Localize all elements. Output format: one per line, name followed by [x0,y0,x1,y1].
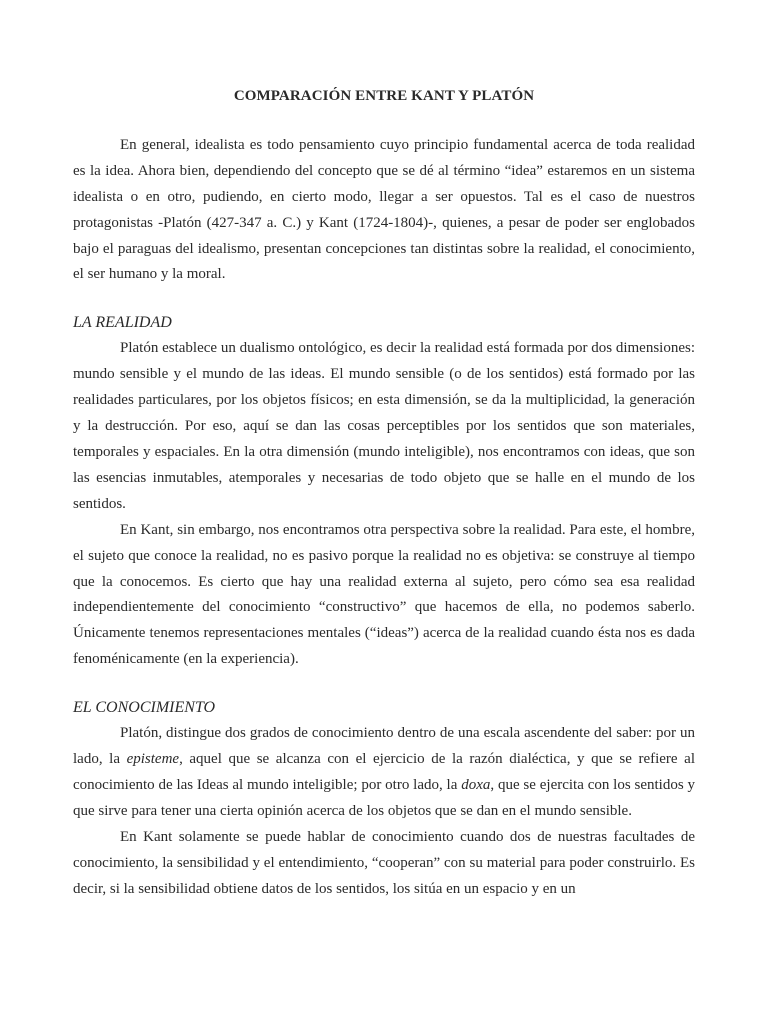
paragraph-kant-realidad: En Kant, sin embargo, nos encontramos otra perspectiva sobre la realidad. Para este, el hombre, el sujeto que conoce la realidad, no es pasivo porque la realidad no es objetiva: se construye al tiempo que la conocemos. Es cierto que hay una realidad externa al sujeto, pero cómo sea esa realidad independientemente del conocimiento “constructivo” que hacemos de ella, no podemos saberlo. Únicamente tenemos representaciones mentales (“ideas”) acerca de la realidad cuando ésta nos es dada fenoménicamente (en la experiencia). [73,521,695,668]
paragraph-platon-conocimiento [73,721,695,825]
paragraph-text: Platón, distingue dos grados de conocimiento dentro de una escala ascendente del saber: por un lado, la [73,725,695,768]
document-title: COMPARACIÓN ENTRE KANT Y PLATÓN [233,88,535,104]
paragraph-text: , que se ejercita con los sentidos y que sirve para tener una cierta opinión acerca de los objetos que se dan en el mundo sensible. [73,776,695,819]
paragraph-kant-conocimiento: En Kant solamente se puede hablar de conocimiento cuando dos de nuestras facultades de conocimiento, la sensibilidad y el entendimiento, “cooperan” con su material para poder construirlo. Es decir, si la sensibilidad obtiene datos de los sentidos, los sitúa en un espacio y en un [73,828,695,897]
paragraph-text: , aquel que se alcanza con el ejercicio de la razón dialéctica, y que se refiere al conocimiento de las Ideas al mundo inteligible; por otro lado, la [73,751,695,793]
term-episteme: episteme [126,751,180,768]
intro-paragraph: En general, idealista es todo pensamiento cuyo principio fundamental acerca de toda realidad es la idea. Ahora bien, dependiendo del concepto que se dé al término “idea” estaremos en un sistema idealista o en otro, pudiendo, en cierto modo, llegar a ser opuestos. Tal es el caso de nuestros protagonistas -Platón (427-347 a. C.) y Kant (1724-1804)-, quienes, a pesar de poder ser englobados bajo el paraguas del idealismo, presentan concepciones tan distintas sobre la realidad, el conocimiento, el ser humano y la moral. [73,136,695,283]
paragraph-platon-realidad: Platón establece un dualismo ontológico, es decir la realidad está formada por dos dimensiones: mundo sensible y el mundo de las ideas. El mundo sensible (o de los sentidos) está formado por las realidades particulares, por los objetos físicos; en esta dimensión, se da la multiplicidad, la generación y la destrucción. Por eso, aquí se dan las cosas perceptibles por los sentidos que son materiales, temporales y espaciales. En la otra dimensión (mundo inteligible), nos encontramos con ideas, que son las esencias inmutables, atemporales y necesarias de todo objeto que se halle en el mundo de los sentidos. [73,340,695,512]
term-doxa: doxa [461,776,491,793]
section-heading-el-conocimiento: EL CONOCIMIENTO [73,699,216,717]
section-heading-la-realidad: LA REALIDAD [73,314,172,332]
document-page [73,84,695,902]
